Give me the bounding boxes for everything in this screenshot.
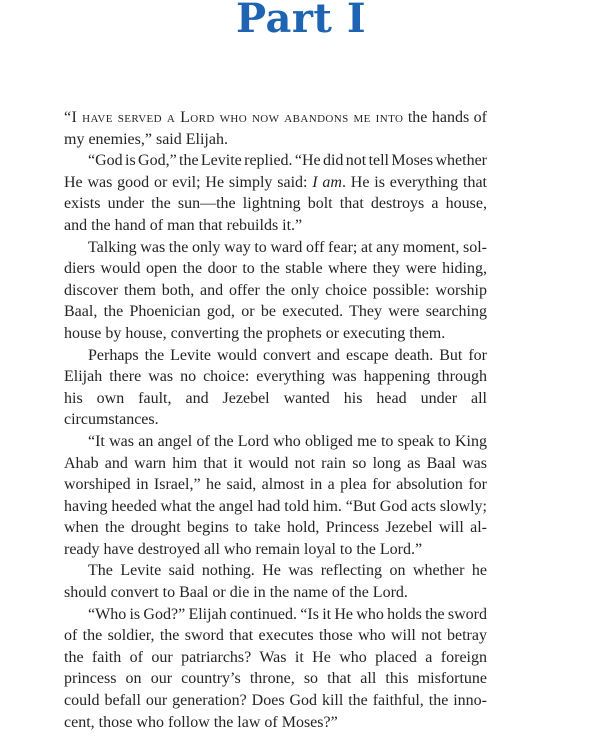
paragraph [64, 150, 487, 236]
text-line [64, 474, 487, 496]
plain-text: worshiped in Israel,” he said, almost in a plea for absolution for [64, 476, 487, 494]
plain-text: Baal, the Phoenician god, or be executed. They were searching [64, 303, 487, 321]
text-line [64, 517, 487, 539]
paragraph [64, 237, 487, 345]
plain-text: The Levite said nothing. He was reflecting on whether he [88, 562, 487, 580]
plain-text: Elijah there was no choice: everything was happening through [64, 368, 487, 386]
plain-text: his own fault, and Jezebel wanted his head under all [64, 389, 487, 407]
text-line [64, 496, 487, 518]
plain-text: my enemies,” said Elijah. [64, 130, 228, 148]
text-line [64, 453, 487, 475]
text-line [64, 539, 487, 561]
paragraph [64, 604, 487, 734]
plain-text: when the drought begins to take hold, Princess Jezebel will al- [64, 519, 487, 537]
text-line [64, 129, 487, 151]
smallcaps-text: “I have served a Lord who now abandons me into [64, 109, 404, 126]
text-line [64, 258, 487, 280]
italic-text: I am [312, 173, 342, 191]
plain-text: house by house, converting the prophets or executing them. [64, 324, 446, 342]
plain-text: the hands of [403, 109, 487, 126]
plain-text: exists under the sun—the lightning bolt that destroys a house, [64, 195, 487, 213]
text-line [64, 431, 487, 453]
plain-text: discover them both, and offer the only choice possible: worship [64, 281, 487, 299]
plain-text: Talking was the only way to ward off fear; at any moment, sol- [88, 238, 487, 256]
text-line [64, 345, 487, 367]
text-line [64, 107, 487, 129]
plain-text: He was good or evil; He simply said: [64, 173, 313, 191]
text-line [64, 560, 487, 582]
plain-text: diers would open the door to the stable where they were hiding, [64, 260, 487, 278]
text-line [64, 193, 487, 215]
text-line [64, 323, 487, 345]
plain-text: cent, those who follow the law of Moses?” [64, 713, 338, 731]
text-line [64, 647, 487, 669]
plain-text: and the hand of man that rebuilds it.” [64, 216, 303, 234]
text-line [64, 409, 487, 431]
text-line [64, 237, 487, 259]
body-text [64, 107, 487, 733]
text-line [64, 366, 487, 388]
text-line [64, 150, 487, 172]
paragraph [64, 345, 487, 431]
paragraph [64, 107, 487, 150]
text-line [64, 668, 487, 690]
plain-text: circumstances. [64, 411, 159, 429]
plain-text: the faith of our patriarchs? Was it He who placed a foreign [64, 648, 487, 666]
text-line [64, 215, 487, 237]
plain-text: . He is everything that [341, 173, 487, 191]
text-line [64, 690, 487, 712]
plain-text: Perhaps the Levite would convert and escape death. But for [88, 346, 487, 364]
text-line [64, 172, 487, 194]
paragraph [64, 431, 487, 561]
plain-text: “It was an angel of the Lord who obliged me to speak to King [88, 432, 487, 450]
plain-text: could befall our generation? Does God kill the faithful, the inno- [64, 692, 487, 710]
text-line [64, 301, 487, 323]
plain-text: ready have destroyed all who remain loyal to the Lord.” [64, 540, 423, 558]
plain-text: Ahab and warn him that it would not rain so long as Baal was [64, 454, 487, 472]
text-line [64, 582, 487, 604]
text-line [64, 280, 487, 302]
text-line [64, 388, 487, 410]
plain-text: of the soldier, the sword that executes those who will not betray [64, 627, 487, 645]
text-line [64, 712, 487, 734]
paragraph [64, 560, 487, 603]
part-title: Part I [235, 0, 367, 42]
plain-text: princess on our country’s throne, so that all this misfortune [64, 670, 487, 688]
plain-text: “Who is God?” Elijah continued. “Is it He who holds the sword [88, 605, 487, 623]
plain-text: should convert to Baal or die in the name of the Lord. [64, 584, 408, 602]
plain-text: having heeded what the angel had told him. “But God acts slowly; [64, 497, 488, 515]
text-line [64, 625, 487, 647]
text-line [64, 604, 487, 626]
plain-text: “God is God,” the Levite replied. “He did not tell Moses whether [88, 152, 487, 170]
